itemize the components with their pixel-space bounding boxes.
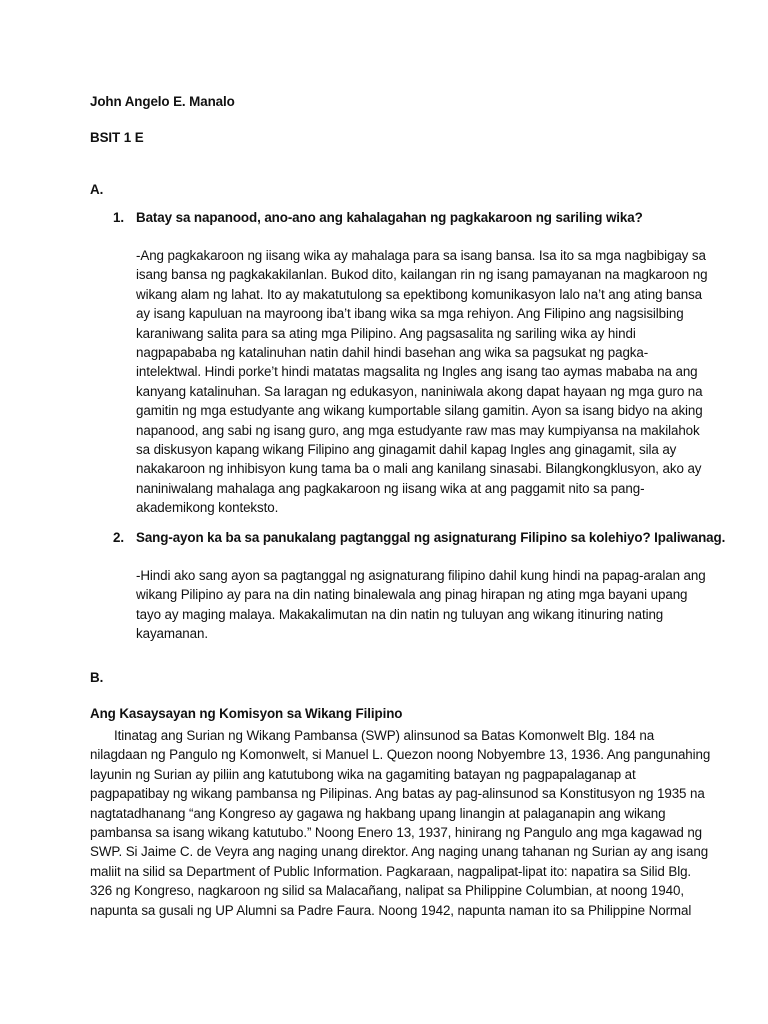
text-line: tayo ay maging malaya. Makakalimutan na din natin ng tuluyan ang wikang itinuring nating (136, 606, 664, 622)
text-line: maliit na silid sa Department of Public Information. Pagkaraan, nagpalipat-lipat ito: napatira sa Silid Blg. (90, 863, 692, 879)
text-line: nilagdaan ng Pangulo ng Komonwelt, si Manuel L. Quezon noong Nobyembre 13, 1936. Ang pangunahing (90, 747, 711, 763)
text-line: napanood, ang sabi ng isang guro, ang mga estudyante raw mas may kumpiyansa na makilahok (136, 422, 700, 438)
question-1-answer (136, 246, 707, 518)
text-line: pagpapatibay ng wikang pambansa ng Pilipinas. Ang batas ay pag-alinsunod sa Konstitusyon ng 1935 na (90, 786, 705, 802)
question-2-number: 2. (113, 530, 124, 545)
text-line: wikang alam ng lahat. Ito ay makatutulong sa epektibong komunikasyon lalo na’t ang ating bansa (136, 286, 703, 302)
text-line: kayamanan. (136, 626, 208, 642)
text-line: layunin ng Surian ay piliin ang katutubong wika na gagamiting batayan ng pagpapalaganap at (90, 766, 636, 782)
text-line: akademikong konteksto. (136, 500, 279, 516)
section-b-body (90, 726, 710, 920)
author-name: John Angelo E. Manalo (90, 94, 235, 109)
text-line: Itinatag ang Surian ng Wikang Pambansa (SWP) alinsunod sa Batas Komonwelt Blg. 184 na (114, 728, 655, 743)
text-line: napunta sa gusali ng UP Alumni sa Padre Faura. Noong 1942, napunta naman ito sa Philippine Normal (90, 902, 692, 918)
text-line: pambansa sa isang wikang katutubo.” Noong Enero 13, 1937, hinirang ng Pangulo ang mga kagawad ng (90, 825, 703, 841)
text-line: 326 ng Kongreso, nagkaroon ng silid sa Malacañang, nalipat sa Philippine Columbian, at noong 1940, (90, 883, 684, 899)
text-line: isang bansa ng pagkakakilanlan. Bukod dito, kailangan rin ng isang pamayanan na magkaroon ng (136, 267, 708, 283)
course-section: BSIT 1 E (90, 130, 144, 145)
question-1-number: 1. (113, 210, 124, 225)
text-line: -Ang pagkakaroon ng iisang wika ay mahalaga para sa isang bansa. Isa ito sa mga nagbibigay sa (136, 248, 706, 263)
text-line: nagpapababa ng katalinuhan natin dahil hindi basehan ang wika sa pagsukat ng pagka- (136, 345, 649, 361)
text-line: karaniwang salita para sa ating mga Pilipino. Ang pagsasalita ng sariling wika ay hindi (136, 325, 636, 341)
text-line: naniniwalang mahalaga ang pagkakaroon ng iisang wika at ang paggamit nito sa pang- (136, 480, 645, 496)
text-line: intelektwal. Hindi porke’t hindi matatas magsalita ng Ingles ang isang tao aymas mababa na ang (136, 364, 698, 380)
question-2-text: Sang-ayon ka ba sa panukalang pagtanggal ng asignaturang Filipino sa kolehiyo? Ipaliwanag. (136, 530, 726, 545)
text-line: kanyang katalinuhan. Sa laragan ng edukasyon, naniniwala akong dapat hayaan ng mga guro na (136, 383, 703, 399)
text-line: -Hindi ako sang ayon sa pagtanggal ng asignaturang filipino dahil kung hindi na papag-aralan ang (136, 568, 706, 583)
text-line: sa diskusyon kapang wikang Filipino ang ginagamit dahil kapag Ingles ang ginagamit, sila ay (136, 442, 677, 458)
text-line: nakakaroon ng inhibisyon kung tama ba o mali ang kanilang sinasabi. Bilangkongklusyon, ako ay (136, 461, 702, 477)
section-b-title: Ang Kasaysayan ng Komisyon sa Wikang Filipino (90, 706, 403, 721)
question-2-answer (136, 566, 706, 644)
text-line: ay isang kapuluan na mayroong iba’t ibang wika sa mga rehiyon. Ang Filipino ang nagsisilbing (136, 306, 684, 322)
text-line: SWP. Si Jaime C. de Veyra ang naging unang direktor. Ang naging unang tahanan ng Surian ay ang isang (90, 844, 709, 860)
question-1-text: Batay sa napanood, ano-ano ang kahalagahan ng pagkakaroon ng sariling wika? (136, 210, 643, 225)
section-b-label: B. (90, 670, 104, 685)
text-line: nagtatadhanang “ang Kongreso ay gagawa ng hakbang upang linangin at palaganapin ang wikang (90, 805, 666, 821)
section-a-label: A. (90, 182, 104, 197)
text-line: wikang Pilipino ay para na din nating binalewala ang pinag hirapan ng ating mga bayani upang (136, 587, 688, 603)
text-line: gamitin ng mga estudyante ang wikang kumportable silang gamitin. Ayon sa isang bidyo na aking (136, 403, 703, 419)
